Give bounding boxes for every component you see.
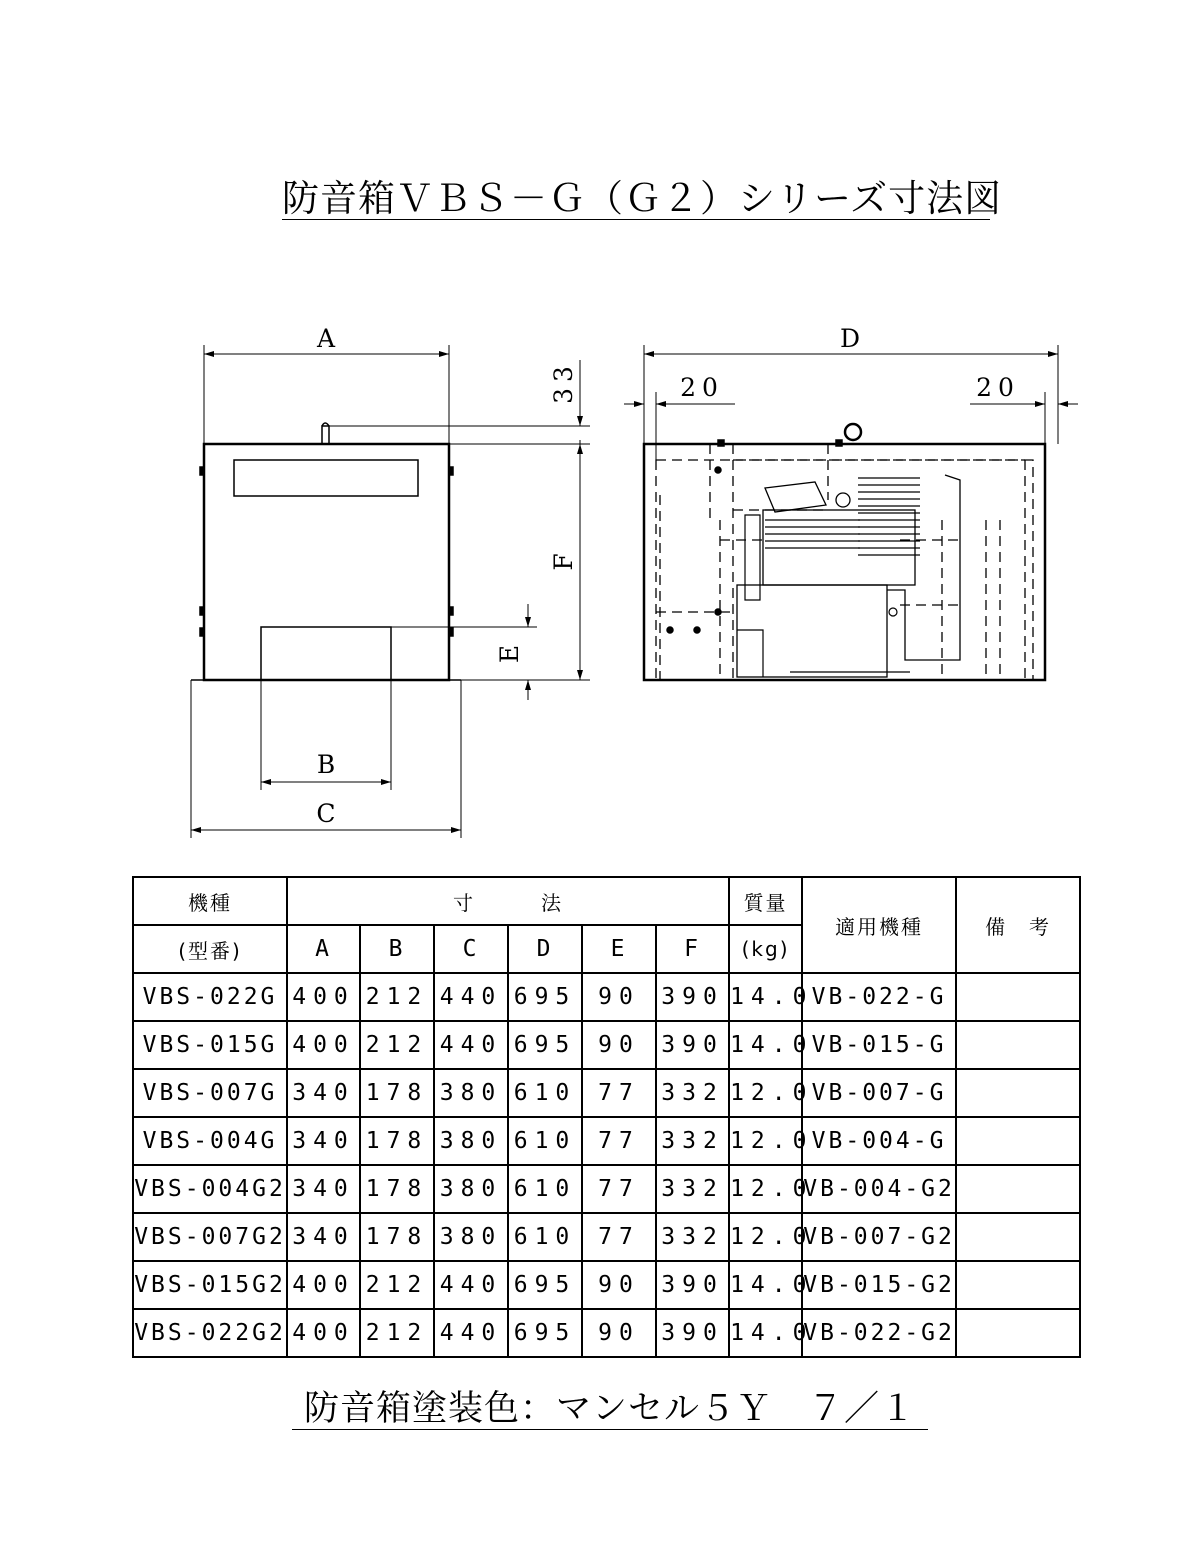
cell-F: 332 xyxy=(656,1165,729,1213)
cell-applicable: VB-007-G xyxy=(802,1069,956,1117)
eye-bolt-icon xyxy=(845,424,861,440)
table-row xyxy=(133,973,1080,1021)
cell-E: 77 xyxy=(582,1213,656,1261)
cell-E: 90 xyxy=(582,1309,656,1357)
cell-A: 400 xyxy=(287,973,360,1021)
cell-A: 400 xyxy=(287,1021,360,1069)
table-row xyxy=(133,1309,1080,1357)
cell-remarks xyxy=(956,1117,1080,1165)
cell-mass: 12.0 xyxy=(729,1165,802,1213)
cell-C: 380 xyxy=(434,1069,508,1117)
col-mass-header: 質量 xyxy=(729,877,802,925)
col-applicable-header: 適用機種 xyxy=(802,877,956,973)
cell-applicable: VB-004-G xyxy=(802,1117,956,1165)
cell-applicable: VB-004-G2 xyxy=(802,1165,956,1213)
front-view xyxy=(191,345,590,838)
cell-remarks xyxy=(956,1309,1080,1357)
table-row xyxy=(133,1213,1080,1261)
cell-F: 332 xyxy=(656,1117,729,1165)
cell-B: 178 xyxy=(360,1069,434,1117)
cell-applicable: VB-007-G2 xyxy=(802,1213,956,1261)
col-mass-unit: (kg) xyxy=(729,925,802,973)
cell-applicable: VB-015-G2 xyxy=(802,1261,956,1309)
col-B: B xyxy=(360,925,434,973)
col-A: A xyxy=(287,925,360,973)
cell-B: 178 xyxy=(360,1213,434,1261)
label-20-right: 20 xyxy=(976,373,1020,402)
cell-C: 440 xyxy=(434,973,508,1021)
cell-E: 77 xyxy=(582,1069,656,1117)
cell-applicable: VB-022-G xyxy=(802,973,956,1021)
table-row xyxy=(133,1021,1080,1069)
front-box-outline xyxy=(204,444,449,680)
col-D: D xyxy=(508,925,582,973)
cell-F: 390 xyxy=(656,973,729,1021)
side-box-outline xyxy=(644,444,1045,680)
cell-applicable: VB-015-G xyxy=(802,1021,956,1069)
cell-D: 610 xyxy=(508,1117,582,1165)
cell-A: 340 xyxy=(287,1069,360,1117)
cell-C: 380 xyxy=(434,1165,508,1213)
top-bolt xyxy=(322,426,329,444)
cell-mass: 12.0 xyxy=(729,1117,802,1165)
cell-C: 440 xyxy=(434,1021,508,1069)
cell-C: 440 xyxy=(434,1309,508,1357)
cell-model: VBS-007G2 xyxy=(133,1213,287,1261)
cell-B: 178 xyxy=(360,1117,434,1165)
cell-model: VBS-004G xyxy=(133,1117,287,1165)
cell-remarks xyxy=(956,1213,1080,1261)
cell-mass: 12.0 xyxy=(729,1069,802,1117)
cell-D: 695 xyxy=(508,1021,582,1069)
cell-A: 340 xyxy=(287,1165,360,1213)
label-F: F xyxy=(549,553,578,571)
cell-C: 380 xyxy=(434,1117,508,1165)
cell-C: 380 xyxy=(434,1213,508,1261)
cell-remarks xyxy=(956,1021,1080,1069)
col-remarks-header: 備 考 xyxy=(956,877,1080,973)
cell-remarks xyxy=(956,1069,1080,1117)
table-row xyxy=(133,1117,1080,1165)
cell-model: VBS-015G2 xyxy=(133,1261,287,1309)
cell-A: 400 xyxy=(287,1309,360,1357)
footer-underline xyxy=(292,1429,928,1430)
cell-remarks xyxy=(956,973,1080,1021)
title-underline xyxy=(282,219,990,220)
cell-mass: 12.0 xyxy=(729,1213,802,1261)
table-row xyxy=(133,1261,1080,1309)
col-dims-header: 寸 法 xyxy=(287,877,729,925)
cell-A: 400 xyxy=(287,1261,360,1309)
spec-table xyxy=(132,876,1081,1358)
cell-model: VBS-015G xyxy=(133,1021,287,1069)
cell-B: 212 xyxy=(360,1261,434,1309)
label-20-left: 20 xyxy=(680,373,724,402)
cell-F: 390 xyxy=(656,1021,729,1069)
cell-model: VBS-007G xyxy=(133,1069,287,1117)
label-A: A xyxy=(316,324,336,353)
cell-E: 77 xyxy=(582,1165,656,1213)
cell-B: 212 xyxy=(360,1309,434,1357)
cooling-fins xyxy=(765,478,920,555)
col-C: C xyxy=(434,925,508,973)
label-C: C xyxy=(316,799,336,828)
label-D: D xyxy=(839,324,861,353)
col-model-header: 機種 xyxy=(133,877,287,925)
paint-color-note: 防音箱塗装色：マンセル５Ｙ ７／１ xyxy=(303,1389,916,1429)
cell-E: 90 xyxy=(582,1021,656,1069)
cell-D: 695 xyxy=(508,1309,582,1357)
table-row xyxy=(133,1069,1080,1117)
cell-model: VBS-022G xyxy=(133,973,287,1021)
cell-mass: 14.0 xyxy=(729,1309,802,1357)
cell-mass: 14.0 xyxy=(729,1261,802,1309)
cell-applicable: VB-022-G2 xyxy=(802,1309,956,1357)
cell-mass: 14.0 xyxy=(729,1021,802,1069)
col-F: F xyxy=(656,925,729,973)
cell-F: 332 xyxy=(656,1213,729,1261)
label-E: E xyxy=(495,644,524,664)
table-row xyxy=(133,1165,1080,1213)
table-header-row xyxy=(133,877,1080,925)
cell-D: 695 xyxy=(508,973,582,1021)
front-vent-slot xyxy=(234,460,418,496)
cell-remarks xyxy=(956,1165,1080,1213)
cell-F: 390 xyxy=(656,1309,729,1357)
cell-E: 90 xyxy=(582,973,656,1021)
bottom-opening xyxy=(261,627,391,680)
cell-model: VBS-004G2 xyxy=(133,1165,287,1213)
cell-D: 610 xyxy=(508,1165,582,1213)
cell-D: 695 xyxy=(508,1261,582,1309)
cell-E: 77 xyxy=(582,1117,656,1165)
page-title: 防音箱ＶＢＳ－Ｇ（Ｇ２）シリーズ寸法図 xyxy=(282,177,1003,220)
cell-B: 178 xyxy=(360,1165,434,1213)
cell-B: 212 xyxy=(360,1021,434,1069)
cell-A: 340 xyxy=(287,1213,360,1261)
dimension-drawing xyxy=(0,300,1196,845)
cell-C: 440 xyxy=(434,1261,508,1309)
cell-A: 340 xyxy=(287,1117,360,1165)
cell-remarks xyxy=(956,1261,1080,1309)
cell-E: 90 xyxy=(582,1261,656,1309)
cell-F: 332 xyxy=(656,1069,729,1117)
cell-mass: 14.0 xyxy=(729,973,802,1021)
cell-F: 390 xyxy=(656,1261,729,1309)
label-B: B xyxy=(316,750,336,779)
col-E: E xyxy=(582,925,656,973)
col-model-sub: (型番) xyxy=(133,925,287,973)
label-33: 33 xyxy=(549,360,578,404)
cell-D: 610 xyxy=(508,1213,582,1261)
cell-model: VBS-022G2 xyxy=(133,1309,287,1357)
cell-B: 212 xyxy=(360,973,434,1021)
cell-D: 610 xyxy=(508,1069,582,1117)
